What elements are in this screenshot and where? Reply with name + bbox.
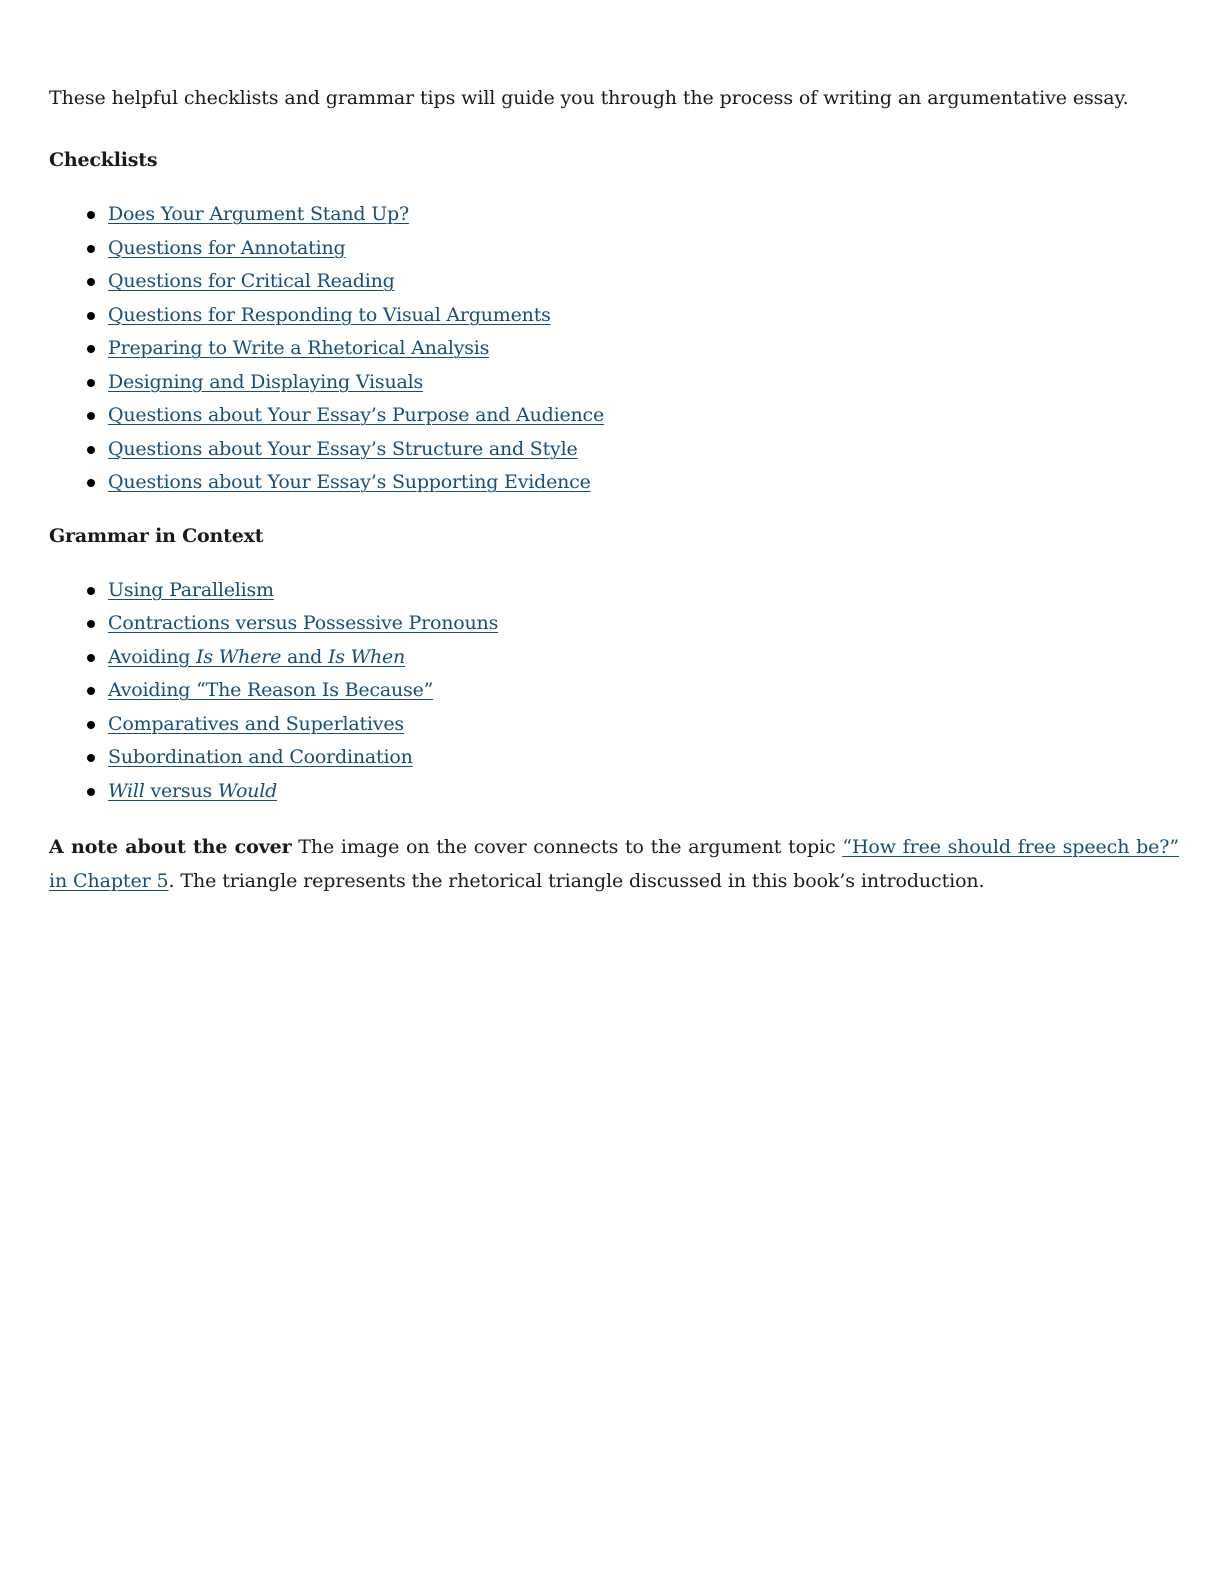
- checklists-heading: Checklists: [49, 149, 158, 171]
- cover-note-chapter-link[interactable]: “How free should free speech be?” in Chapter 5: [49, 836, 1179, 892]
- list-item: [108, 466, 1179, 500]
- bullet-icon: [87, 345, 95, 353]
- bullet-icon: [87, 754, 95, 762]
- list-item: [108, 741, 1179, 775]
- list-item: [108, 708, 1179, 742]
- grammar-link-is-where-is-when[interactable]: [108, 646, 405, 668]
- bullet-icon: [87, 788, 95, 796]
- cover-note-text-after: . The triangle represents the rhetorical triangle discussed in this book’s introduction.: [168, 870, 985, 892]
- checklist-link-annotating[interactable]: Questions for Annotating: [108, 236, 346, 259]
- checklist-link-rhetorical-analysis[interactable]: Preparing to Write a Rhetorical Analysis: [108, 337, 490, 359]
- link-text-italic-is-where: Is Where: [196, 645, 282, 668]
- link-text-italic-is-when: Is When: [327, 645, 406, 668]
- list-item: [108, 265, 1179, 299]
- bullet-icon: [87, 278, 95, 286]
- grammar-link-contractions[interactable]: Contractions versus Possessive Pronouns: [108, 612, 499, 634]
- list-item: [108, 641, 1179, 675]
- grammar-link-subordination[interactable]: Subordination and Coordination: [108, 746, 413, 768]
- list-item: [108, 433, 1179, 467]
- checklist-link-purpose-audience[interactable]: Questions about Your Essay’s Purpose and Audience: [108, 404, 605, 426]
- checklists-list: [49, 198, 1179, 500]
- checklist-link-structure-style[interactable]: Questions about Your Essay’s Structure and Style: [108, 437, 578, 460]
- link-text-italic-will: Will: [108, 779, 145, 802]
- bullet-icon: [87, 587, 95, 595]
- list-item: [108, 366, 1179, 400]
- grammar-heading: Grammar in Context: [49, 524, 264, 547]
- grammar-list: [49, 574, 1179, 809]
- bullet-icon: [87, 412, 95, 420]
- list-item: [108, 399, 1179, 433]
- bullet-icon: [87, 379, 95, 387]
- bullet-icon: [87, 654, 95, 662]
- bullet-icon: [87, 620, 95, 628]
- link-text-prefix: Avoiding: [108, 645, 197, 668]
- grammar-link-will-would[interactable]: [108, 780, 277, 802]
- list-item: [108, 574, 1179, 608]
- bullet-icon: [87, 446, 95, 454]
- grammar-link-comparatives[interactable]: Comparatives and Superlatives: [108, 712, 404, 735]
- link-text-middle: versus: [144, 779, 218, 802]
- link-text-italic-would: Would: [217, 779, 278, 802]
- grammar-link-parallelism[interactable]: Using Parallelism: [108, 578, 274, 601]
- bullet-icon: [87, 211, 95, 219]
- grammar-link-reason-is-because[interactable]: Avoiding “The Reason Is Because”: [108, 679, 434, 701]
- intro-paragraph: These helpful checklists and grammar tips will guide you through the process of writing an argumentative essay.: [49, 87, 1129, 109]
- link-text-middle: and: [281, 645, 328, 668]
- cover-note-text-before: The image on the cover connects to the argument topic: [291, 836, 843, 858]
- checklist-link-critical-reading[interactable]: Questions for Critical Reading: [108, 270, 395, 292]
- bullet-icon: [87, 312, 95, 320]
- bullet-icon: [87, 479, 95, 487]
- list-item: [108, 607, 1179, 641]
- list-item: [108, 775, 1179, 809]
- list-item: [108, 232, 1179, 266]
- page-content: [49, 84, 1179, 898]
- list-item: [108, 198, 1179, 232]
- checklist-link-designing-visuals[interactable]: Designing and Displaying Visuals: [108, 370, 424, 393]
- bullet-icon: [87, 687, 95, 695]
- bullet-icon: [87, 721, 95, 729]
- list-item: [108, 674, 1179, 708]
- list-item: [108, 332, 1179, 366]
- list-item: [108, 299, 1179, 333]
- cover-note-label: A note about the cover: [49, 836, 292, 858]
- checklist-link-visual-arguments[interactable]: Questions for Responding to Visual Arguments: [108, 303, 551, 326]
- cover-note-paragraph: [49, 830, 1179, 898]
- bullet-icon: [87, 245, 95, 253]
- checklist-link-argument-stand-up[interactable]: Does Your Argument Stand Up?: [108, 203, 409, 225]
- checklist-link-supporting-evidence[interactable]: Questions about Your Essay’s Supporting Evidence: [108, 471, 591, 493]
